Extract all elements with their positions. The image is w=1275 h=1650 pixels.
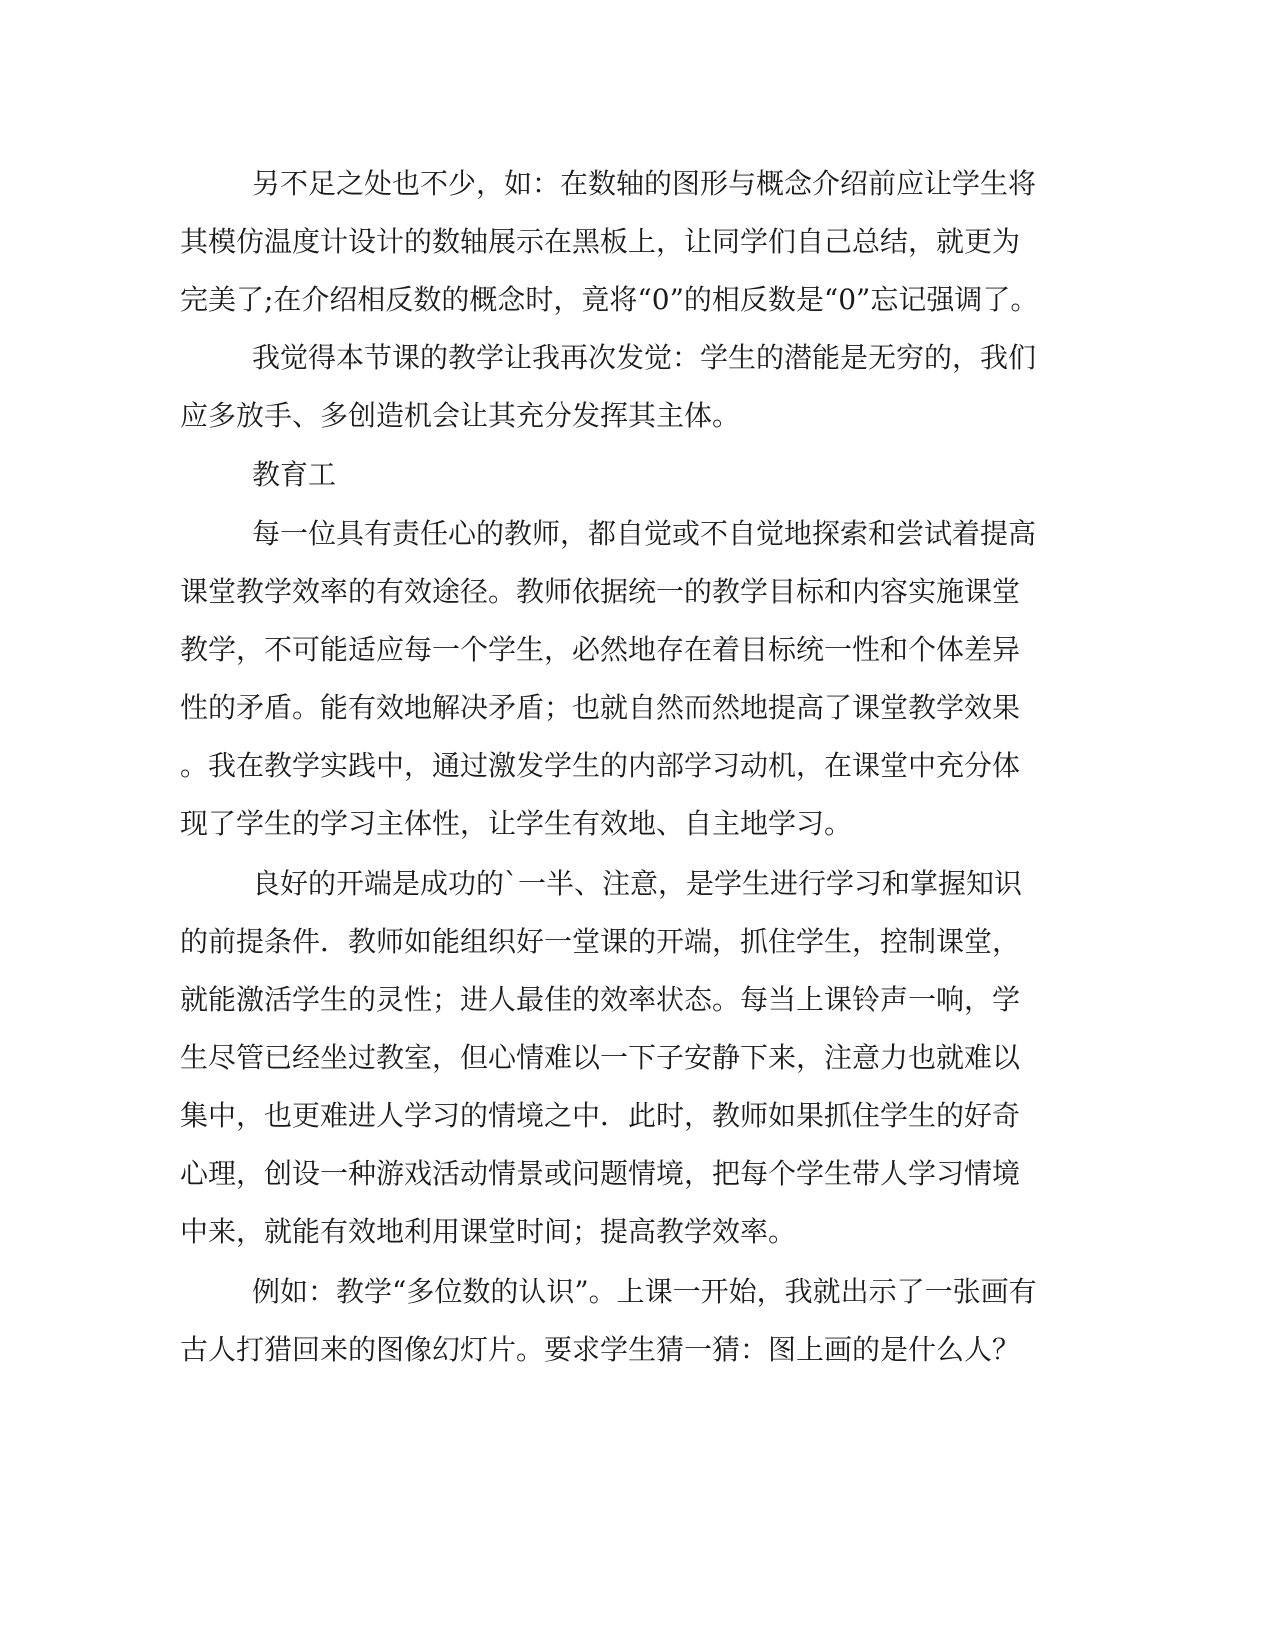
text-line: 教学，不可能适应每一个学生，必然地存在着目标统一性和个体差异 — [180, 633, 1021, 666]
text-line: 完美了;在介绍相反数的概念时，竟将“0”的相反数是“0”忘记强调了。 — [180, 283, 1039, 316]
text-line: 每一位具有责任心的教师，都自觉或不自觉地探索和尝试着提高 — [252, 517, 1037, 550]
text-line: 其模仿温度计设计的数轴展示在黑板上，让同学们自己总结，就更为 — [180, 225, 1021, 258]
text-line: 应多放手、多创造机会让其充分发挥其主体。 — [180, 399, 741, 432]
text-line: 集中，也更难进人学习的情境之中．此时，教师如果抓住学生的好奇 — [180, 1099, 1021, 1132]
text-line: 中来，就能有效地利用课堂时间；提高教学效率。 — [180, 1215, 797, 1248]
text-line: 课堂教学效率的有效途径。教师依据统一的教学目标和内容实施课堂 — [180, 575, 1021, 608]
text-line: 另不足之处也不少，如：在数轴的图形与概念介绍前应让学生将 — [252, 167, 1037, 200]
text-line: 心理，创设一种游戏活动情景或问题情境，把每个学生带人学习情境 — [180, 1157, 1021, 1190]
section-heading: 教育工 — [252, 458, 337, 491]
text-line: 现了学生的学习主体性，让学生有效地、自主地学习。 — [180, 807, 853, 840]
text-line: 良好的开端是成功的`一半、注意，是学生进行学习和掌握知识 — [252, 867, 1023, 900]
text-line: 我觉得本节课的教学让我再次发觉：学生的潜能是无穷的，我们 — [252, 341, 1037, 374]
text-line: 生尽管已经坐过教室，但心情难以一下子安静下来，注意力也就难以 — [180, 1041, 1021, 1074]
text-line: 。我在教学实践中，通过激发学生的内部学习动机，在课堂中充分体 — [180, 749, 1021, 782]
text-line: 性的矛盾。能有效地解决矛盾；也就自然而然地提高了课堂教学效果 — [180, 691, 1021, 724]
text-line: 的前提条件．教师如能组织好一堂课的开端，抓住学生，控制课堂， — [180, 925, 1021, 958]
text-line: 例如：教学“多位数的认识”。上课一开始，我就出示了一张画有 — [252, 1275, 1037, 1308]
text-line: 古人打猎回来的图像幻灯片。要求学生猜一猜：图上画的是什么人？ — [180, 1333, 1021, 1366]
text-line: 就能激活学生的灵性；进人最佳的效率状态。每当上课铃声一响，学 — [180, 983, 1021, 1016]
